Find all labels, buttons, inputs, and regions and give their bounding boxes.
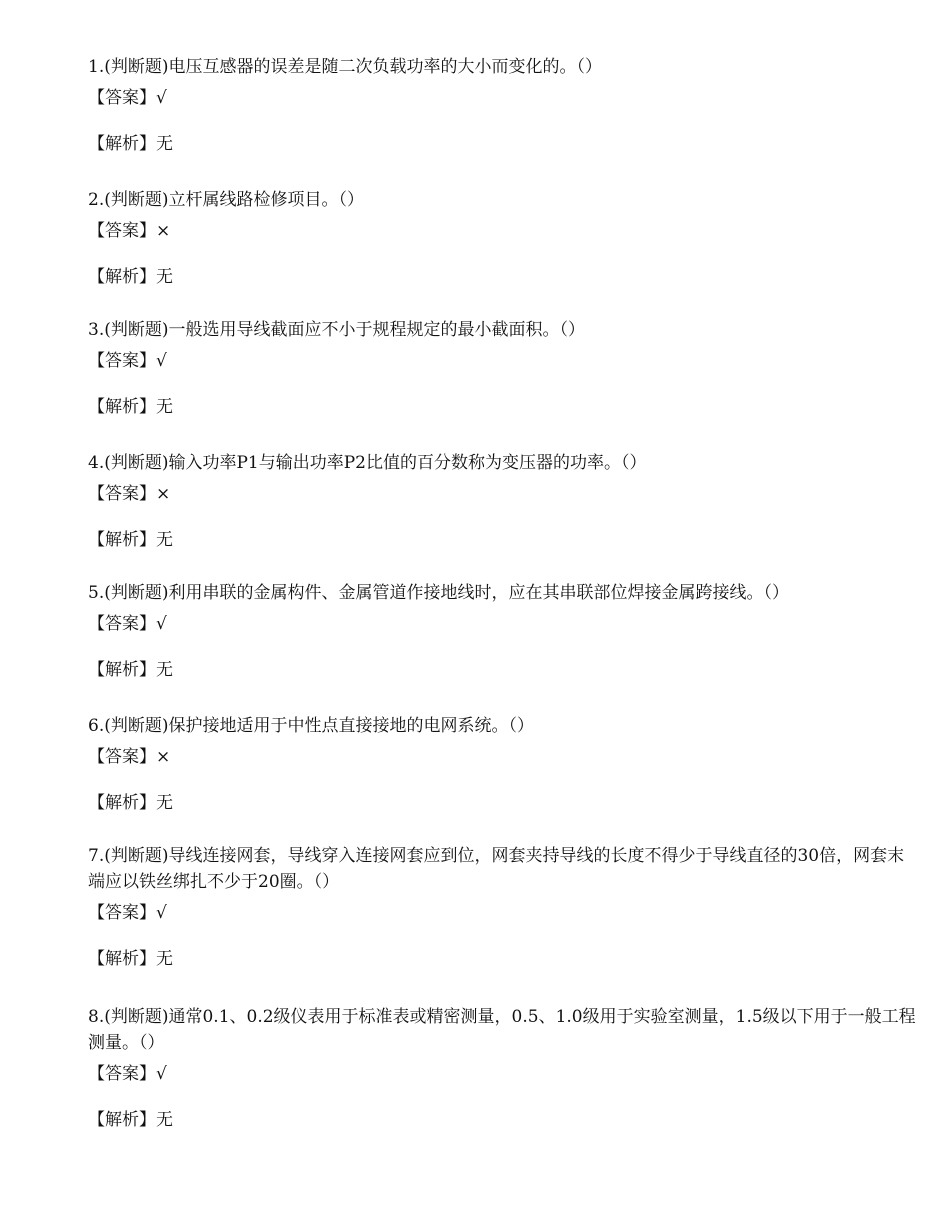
answer-value: √ (156, 88, 167, 108)
analysis-label: 【解析】 (88, 793, 156, 813)
answer-value: √ (156, 1064, 167, 1084)
question-stem: 2.(判断题)立杆属线路检修项目。（） (88, 190, 364, 210)
question-item (88, 843, 918, 972)
question-stem: 8.(判断题)通常0.1、0.2级仪表用于标准表或精密测量，0.5、1.0级用于实验室测量，1.5级以下用于一般工程测量。（） (88, 1007, 916, 1053)
analysis-label: 【解析】 (88, 660, 156, 680)
answer-label: 【答案】 (88, 221, 156, 241)
answer-line (88, 218, 918, 244)
question-stem: 4.(判断题)输入功率P1与输出功率P2比值的百分数称为变压器的功率。（） (88, 453, 647, 473)
answer-label: 【答案】 (88, 614, 156, 634)
question-stem: 1.(判断题)电压互感器的误差是随二次负载功率的大小而变化的。（） (88, 57, 602, 77)
analysis-value: 无 (156, 397, 173, 417)
analysis-value: 无 (156, 793, 173, 813)
analysis-value: 无 (156, 660, 173, 680)
answer-line (88, 1061, 918, 1087)
answer-line (88, 481, 918, 507)
analysis-line (88, 264, 918, 290)
answer-value: × (156, 221, 171, 241)
answer-line (88, 85, 918, 111)
answer-label: 【答案】 (88, 88, 156, 108)
answer-line (88, 611, 918, 637)
answer-line (88, 900, 918, 926)
answer-line (88, 744, 918, 770)
analysis-line (88, 131, 918, 157)
answer-label: 【答案】 (88, 747, 156, 767)
analysis-line (88, 1107, 918, 1133)
analysis-label: 【解析】 (88, 1110, 156, 1130)
analysis-label: 【解析】 (88, 949, 156, 969)
analysis-label: 【解析】 (88, 134, 156, 154)
question-stem: 3.(判断题)一般选用导线截面应不小于规程规定的最小截面积。（） (88, 320, 585, 340)
analysis-line (88, 394, 918, 420)
analysis-value: 无 (156, 134, 173, 154)
analysis-line (88, 790, 918, 816)
question-item (88, 54, 918, 157)
answer-value: √ (156, 614, 167, 634)
analysis-value: 无 (156, 530, 173, 550)
question-item (88, 187, 918, 290)
answer-label: 【答案】 (88, 484, 156, 504)
question-item (88, 317, 918, 420)
answer-value: √ (156, 903, 167, 923)
question-item (88, 450, 918, 553)
analysis-line (88, 657, 918, 683)
analysis-label: 【解析】 (88, 267, 156, 287)
question-item (88, 580, 918, 683)
question-item (88, 1004, 918, 1133)
analysis-label: 【解析】 (88, 397, 156, 417)
question-stem: 6.(判断题)保护接地适用于中性点直接接地的电网系统。（） (88, 716, 534, 736)
answer-line (88, 348, 918, 374)
answer-label: 【答案】 (88, 351, 156, 371)
answer-label: 【答案】 (88, 1064, 156, 1084)
analysis-label: 【解析】 (88, 530, 156, 550)
analysis-line (88, 527, 918, 553)
answer-value: √ (156, 351, 167, 371)
analysis-line (88, 946, 918, 972)
answer-value: × (156, 747, 171, 767)
analysis-value: 无 (156, 267, 173, 287)
answer-label: 【答案】 (88, 903, 156, 923)
question-stem: 5.(判断题)利用串联的金属构件、金属管道作接地线时，应在其串联部位焊接金属跨接线。（） (88, 583, 789, 603)
analysis-value: 无 (156, 949, 173, 969)
question-stem: 7.(判断题)导线连接网套，导线穿入连接网套应到位，网套夹持导线的长度不得少于导线直径的30倍，网套末端应以铁丝绑扎不少于20圈。（） (88, 846, 905, 892)
analysis-value: 无 (156, 1110, 173, 1130)
answer-value: × (156, 484, 171, 504)
question-item (88, 713, 918, 816)
